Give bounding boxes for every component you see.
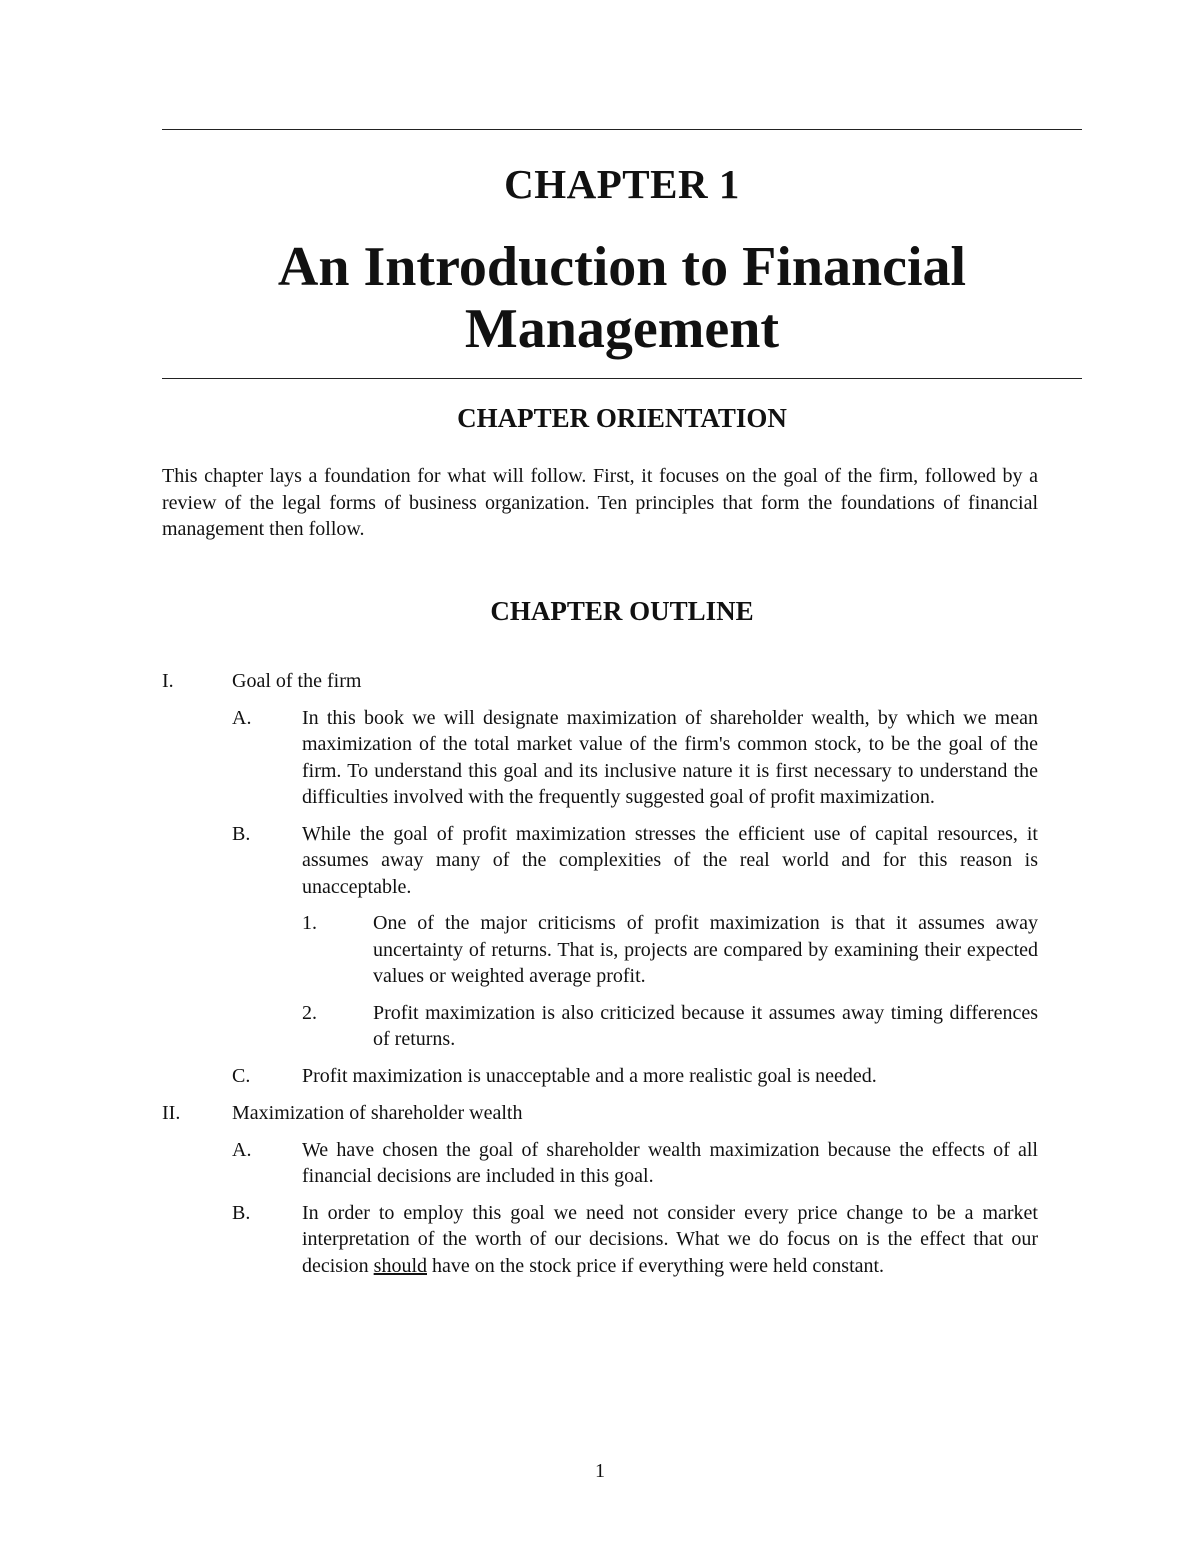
bottom-rule (162, 378, 1082, 379)
chapter-title (162, 236, 1082, 360)
orientation-paragraph: This chapter lays a foundation for what will follow. First, it focuses on the goal of the firm, followed by a review of the legal forms of business organization. Ten principles that form the foundations of financial management then follow. (162, 465, 1038, 540)
top-rule (162, 129, 1082, 130)
outline-text: Goal of the firm (232, 670, 362, 692)
outline-label: C. (232, 1064, 251, 1087)
outline-item (232, 821, 1038, 901)
chapter-number: CHAPTER 1 (504, 161, 740, 207)
outline-label: A. (232, 706, 252, 729)
outline-text: We have chosen the goal of shareholder wealth maximization because the effects of all financial decisions are included in this goal. (302, 1138, 1038, 1187)
outline-item (232, 1200, 1038, 1280)
outline-subitems (232, 705, 1038, 1090)
outline-text-before: In order to employ this goal we need not consider every price change to be a market interpretation of the worth of our decisions. What we do focus on is the effect that our decision (302, 1201, 1038, 1277)
outline-label: B. (232, 1201, 251, 1224)
emphasized-word: should (373, 1254, 427, 1277)
chapter-title-line-2: Management (464, 298, 780, 360)
chapter-title-line-1: An Introduction to Financial (277, 236, 967, 298)
outline-item (302, 1000, 1038, 1053)
outline-item (162, 668, 1038, 695)
outline-label: II. (162, 1102, 181, 1124)
outline-text: While the goal of profit maximization stresses the efficient use of capital resources, it assumes away many of the complexities of the real world and for this reason is unacceptable. (302, 822, 1038, 898)
outline-text-after: have on the stock price if everything were held constant. (427, 1254, 885, 1277)
outline-heading: CHAPTER OUTLINE (490, 596, 754, 626)
outline-text: In this book we will designate maximization of shareholder wealth, by which we mean maximization of the total market value of the firm's common stock, to be the goal of the firm. To understand this goal and its inclusive nature it is first necessary to understand the difficulties involved with the frequently suggested goal of profit maximization. (302, 706, 1038, 808)
outline-item (232, 1137, 1038, 1190)
outline-text (302, 1200, 1038, 1280)
page-number: 1 (595, 1460, 605, 1482)
document-page (162, 0, 1082, 1553)
outline-text: Profit maximization is also criticized because it assumes away timing differences of returns. (373, 1001, 1038, 1050)
outline-label: A. (232, 1138, 252, 1161)
outline-subitems (232, 1137, 1038, 1280)
outline-section-1 (162, 668, 1038, 1089)
outline-label: B. (232, 822, 251, 845)
outline-subsubitems (302, 910, 1038, 1053)
outline-item (302, 910, 1038, 990)
outline-item (232, 1063, 1038, 1090)
chapter-outline (162, 668, 1038, 1279)
outline-item (232, 705, 1038, 811)
outline-text: One of the major criticisms of profit maximization is that it assumes away uncertainty of returns. That is, projects are compared by examining their expected values or weighted average profit. (373, 912, 1038, 987)
outline-label: 1. (302, 912, 317, 934)
outline-label: 2. (302, 1001, 317, 1024)
outline-section-2 (162, 1100, 1038, 1279)
outline-text: Maximization of shareholder wealth (232, 1102, 523, 1124)
outline-item (162, 1100, 1038, 1127)
outline-label: I. (162, 670, 174, 692)
orientation-heading: CHAPTER ORIENTATION (457, 403, 787, 433)
outline-text: Profit maximization is unacceptable and a more realistic goal is needed. (302, 1064, 877, 1087)
